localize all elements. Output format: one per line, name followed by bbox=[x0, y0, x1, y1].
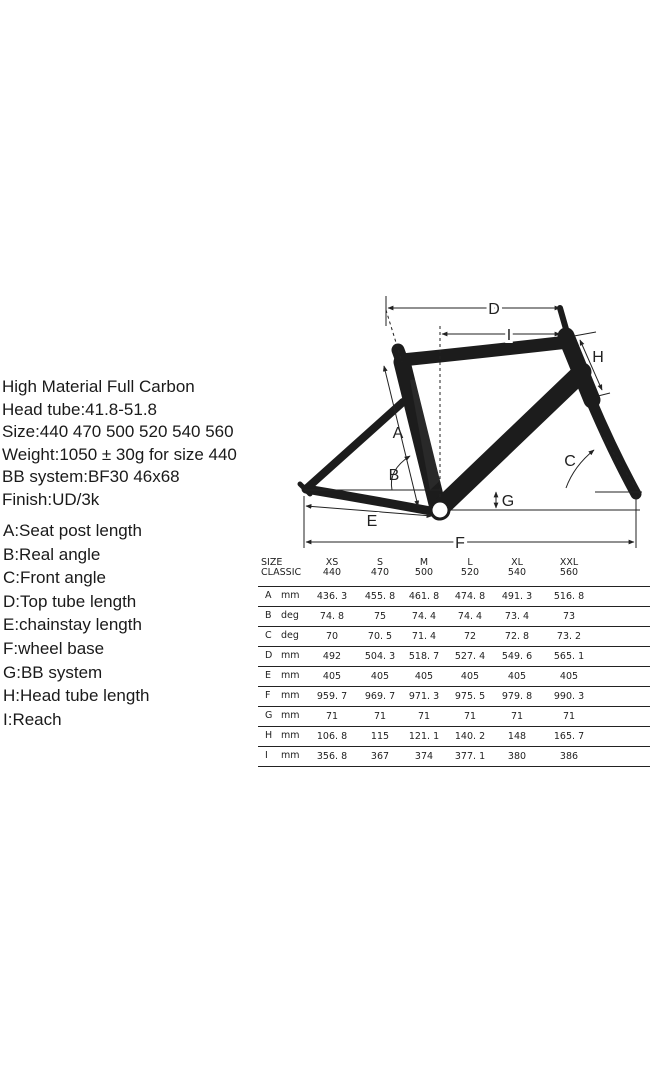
table-cell: 367 bbox=[370, 751, 390, 762]
table-cell: 73 bbox=[562, 611, 576, 622]
table-cell: 527. 4 bbox=[454, 651, 486, 662]
table-cell: 990. 3 bbox=[553, 691, 585, 702]
table-cell: 106. 8 bbox=[316, 731, 348, 742]
bottom-bracket bbox=[431, 501, 449, 519]
spec-material: High Material Full Carbon bbox=[2, 377, 195, 396]
table-row bbox=[258, 727, 650, 747]
row-label: C bbox=[265, 630, 272, 641]
table-cell: 565. 1 bbox=[553, 651, 585, 662]
row-label: B bbox=[265, 610, 272, 621]
table-cell: 405 bbox=[370, 671, 390, 682]
header-col-size: L bbox=[467, 557, 473, 568]
header-size-classic bbox=[261, 558, 301, 578]
header-col-2 bbox=[399, 558, 449, 578]
label-b: B bbox=[388, 467, 400, 484]
label-c: C bbox=[564, 453, 576, 470]
table-cell: 975. 5 bbox=[454, 691, 486, 702]
table-row bbox=[258, 627, 650, 647]
legend-item-b: B:Real angle bbox=[3, 544, 101, 564]
row-label: A bbox=[265, 590, 272, 601]
table-cell: 979. 8 bbox=[501, 691, 533, 702]
header-col-classic: 440 bbox=[322, 567, 342, 578]
table-cell: 405 bbox=[507, 671, 527, 682]
legend-item-i: I:Reach bbox=[3, 709, 62, 729]
row-label: E bbox=[265, 670, 272, 681]
table-row bbox=[258, 647, 650, 667]
table-cell: 492 bbox=[322, 651, 342, 662]
row-unit: deg bbox=[281, 610, 299, 621]
top-tube bbox=[402, 342, 568, 360]
table-cell: 73. 2 bbox=[556, 631, 582, 642]
table-cell: 72 bbox=[463, 631, 477, 642]
table-cell: 549. 6 bbox=[501, 651, 533, 662]
legend-item-c: C:Front angle bbox=[3, 568, 106, 588]
table-cell: 165. 7 bbox=[553, 731, 585, 742]
label-i: I bbox=[506, 327, 512, 344]
table-cell: 405 bbox=[460, 671, 480, 682]
table-row bbox=[258, 687, 650, 707]
header-col-classic: 500 bbox=[414, 567, 434, 578]
table-cell: 455. 8 bbox=[364, 591, 396, 602]
table-cell: 71 bbox=[463, 711, 477, 722]
table-cell: 356. 8 bbox=[316, 751, 348, 762]
label-a: A bbox=[392, 425, 404, 442]
table-cell: 73. 4 bbox=[504, 611, 530, 622]
header-col-size: XXL bbox=[559, 557, 579, 568]
seat-clamp bbox=[398, 350, 406, 372]
row-unit: mm bbox=[281, 650, 300, 661]
legend-item-g: G:BB system bbox=[3, 662, 103, 682]
table-row bbox=[258, 607, 650, 627]
fork bbox=[590, 398, 636, 494]
header-col-4 bbox=[492, 558, 542, 578]
table-cell: 405 bbox=[322, 671, 342, 682]
table-cell: 121. 1 bbox=[408, 731, 440, 742]
table-cell: 74. 4 bbox=[457, 611, 483, 622]
table-cell: 72. 8 bbox=[504, 631, 530, 642]
legend-item-e: E:chainstay length bbox=[3, 615, 142, 635]
table-cell: 71 bbox=[325, 711, 339, 722]
header-col-classic: 470 bbox=[370, 567, 390, 578]
header-col-5 bbox=[544, 558, 594, 578]
row-unit: mm bbox=[281, 730, 300, 741]
header-col-3 bbox=[445, 558, 495, 578]
table-cell: 140. 2 bbox=[454, 731, 486, 742]
header-col-classic: 560 bbox=[559, 567, 579, 578]
table-cell: 405 bbox=[414, 671, 434, 682]
header-size: SIZE bbox=[261, 557, 283, 568]
spec-bb-system: BB system:BF30 46x68 bbox=[2, 467, 180, 487]
table-cell: 374 bbox=[414, 751, 434, 762]
header-col-0 bbox=[307, 558, 357, 578]
table-cell: 74. 8 bbox=[319, 611, 345, 622]
row-label: F bbox=[265, 690, 271, 701]
row-label: D bbox=[265, 650, 273, 661]
table-cell: 971. 3 bbox=[408, 691, 440, 702]
header-col-size: M bbox=[419, 557, 429, 568]
row-unit: mm bbox=[281, 750, 300, 761]
table-cell: 71 bbox=[417, 711, 431, 722]
label-e: E bbox=[366, 513, 378, 530]
table-cell: 377. 1 bbox=[454, 751, 486, 762]
table-cell: 436. 3 bbox=[316, 591, 348, 602]
table-cell: 405 bbox=[559, 671, 579, 682]
legend-item-f: F:wheel base bbox=[3, 638, 105, 658]
header-col-size: S bbox=[376, 557, 384, 568]
header-classic: CLASSIC bbox=[261, 567, 302, 578]
header-col-classic: 540 bbox=[507, 567, 527, 578]
row-unit: mm bbox=[281, 670, 300, 681]
spec-sizes: Size:440 470 500 520 540 560 bbox=[2, 422, 234, 442]
table-cell: 386 bbox=[559, 751, 579, 762]
table-cell: 491. 3 bbox=[501, 591, 533, 602]
row-label: I bbox=[265, 750, 268, 761]
table-row bbox=[258, 667, 650, 687]
table-row bbox=[258, 707, 650, 727]
label-f: F bbox=[455, 535, 465, 552]
spec-head-tube: Head tube:41.8-51.8 bbox=[2, 399, 158, 419]
table-cell: 969. 7 bbox=[364, 691, 396, 702]
row-label: G bbox=[265, 710, 273, 721]
header-col-size: XL bbox=[511, 557, 523, 568]
table-cell: 71. 4 bbox=[411, 631, 437, 642]
table-cell: 71 bbox=[373, 711, 387, 722]
table-cell: 115 bbox=[370, 731, 390, 742]
legend-item-h: H:Head tube length bbox=[3, 686, 150, 706]
legend-item-a: A:Seat post length bbox=[3, 521, 142, 540]
label-h: H bbox=[592, 349, 604, 366]
spec-weight: Weight:1050 ± 30g for size 440 bbox=[2, 444, 237, 464]
table-row bbox=[258, 747, 650, 767]
header-col-classic: 520 bbox=[460, 567, 480, 578]
table-cell: 148 bbox=[507, 731, 527, 742]
table-cell: 516. 8 bbox=[553, 591, 585, 602]
table-cell: 959. 7 bbox=[316, 691, 348, 702]
row-unit: mm bbox=[281, 590, 300, 601]
table-cell: 518. 7 bbox=[408, 651, 440, 662]
label-d: D bbox=[488, 301, 500, 318]
row-unit: mm bbox=[281, 690, 300, 701]
table-row bbox=[258, 587, 650, 607]
table-cell: 71 bbox=[562, 711, 576, 722]
row-label: H bbox=[265, 730, 273, 741]
table-cell: 474. 8 bbox=[454, 591, 486, 602]
row-unit: mm bbox=[281, 710, 300, 721]
header-col-size: XS bbox=[325, 557, 339, 568]
table-cell: 70. 5 bbox=[367, 631, 393, 642]
table-cell: 74. 4 bbox=[411, 611, 437, 622]
legend-item-d: D:Top tube length bbox=[3, 591, 137, 611]
table-cell: 461. 8 bbox=[408, 591, 440, 602]
table-cell: 71 bbox=[510, 711, 524, 722]
table-cell: 75 bbox=[373, 611, 387, 622]
table-header bbox=[258, 556, 650, 587]
table-cell: 504. 3 bbox=[364, 651, 396, 662]
geometry-table bbox=[258, 556, 650, 767]
label-g: G bbox=[501, 493, 515, 510]
header-col-1 bbox=[355, 558, 405, 578]
spec-finish: Finish:UD/3k bbox=[2, 489, 100, 509]
table-cell: 70 bbox=[325, 631, 339, 642]
row-unit: deg bbox=[281, 630, 299, 641]
table-cell: 380 bbox=[507, 751, 527, 762]
